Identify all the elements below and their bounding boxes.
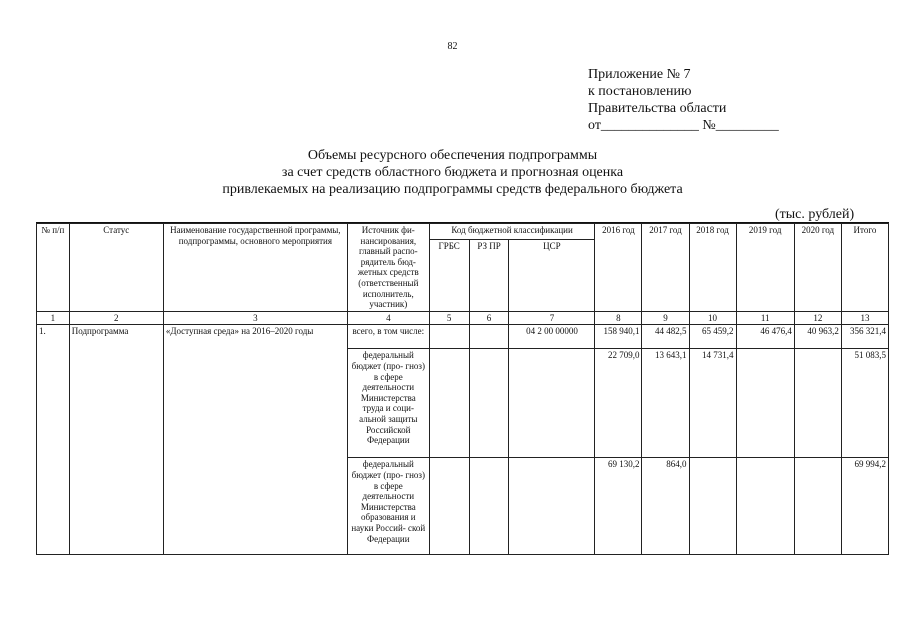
column-number: 4 bbox=[347, 311, 429, 325]
header-row bbox=[37, 224, 889, 240]
page-number: 82 bbox=[447, 41, 458, 52]
value-2017: 44 482,5 bbox=[642, 325, 689, 349]
value-2019 bbox=[736, 458, 794, 555]
rzpr-cell bbox=[469, 349, 509, 458]
header-csr: ЦСР bbox=[509, 239, 595, 311]
value-2018: 65 459,2 bbox=[689, 325, 736, 349]
header-status: Статус bbox=[69, 224, 163, 312]
appendix-line: от______________ №_________ bbox=[588, 118, 779, 133]
csr-cell bbox=[509, 458, 595, 555]
grbs-cell bbox=[429, 325, 469, 349]
csr-cell bbox=[509, 349, 595, 458]
appendix-block bbox=[588, 66, 779, 134]
header-budget-code: Код бюджетной классификации bbox=[429, 224, 595, 240]
column-number: 10 bbox=[689, 311, 736, 325]
appendix-line: Приложение № 7 bbox=[588, 67, 691, 82]
column-number: 11 bbox=[736, 311, 794, 325]
column-number: 8 bbox=[595, 311, 642, 325]
header-2020: 2020 год bbox=[794, 224, 841, 312]
column-number: 5 bbox=[429, 311, 469, 325]
value-2020 bbox=[794, 458, 841, 555]
column-number: 1 bbox=[37, 311, 70, 325]
row-name: «Доступная среда» на 2016–2020 годы bbox=[163, 325, 347, 555]
header-2018: 2018 год bbox=[689, 224, 736, 312]
value-2018 bbox=[689, 458, 736, 555]
column-number: 6 bbox=[469, 311, 509, 325]
header-grbs: ГРБС bbox=[429, 239, 469, 311]
column-number: 12 bbox=[794, 311, 841, 325]
header-2016: 2016 год bbox=[595, 224, 642, 312]
appendix-line: к постановлению bbox=[588, 84, 692, 99]
title-line: Объемы ресурсного обеспечения подпрограммы bbox=[307, 148, 598, 163]
value-2019: 46 476,4 bbox=[736, 325, 794, 349]
row-status: Подпрограмма bbox=[69, 325, 163, 555]
column-number: 7 bbox=[509, 311, 595, 325]
header-total: Итого bbox=[841, 224, 888, 312]
value-2017: 864,0 bbox=[642, 458, 689, 555]
title-line: привлекаемых на реализацию подпрограммы средств федерального бюджета bbox=[222, 182, 683, 197]
column-number-row bbox=[37, 311, 889, 325]
column-number: 9 bbox=[642, 311, 689, 325]
value-2018: 14 731,4 bbox=[689, 349, 736, 458]
appendix-line: Правительства области bbox=[588, 101, 727, 116]
header-name: Наименование государственной программы, подпрограммы, основного мероприятия bbox=[163, 224, 347, 312]
column-number: 13 bbox=[841, 311, 888, 325]
header-num: № п/п bbox=[37, 224, 70, 312]
grbs-cell bbox=[429, 349, 469, 458]
grbs-cell bbox=[429, 458, 469, 555]
header-rzpr: РЗ ПР bbox=[469, 239, 509, 311]
rzpr-cell bbox=[469, 325, 509, 349]
value-2017: 13 643,1 bbox=[642, 349, 689, 458]
header-2017: 2017 год bbox=[642, 224, 689, 312]
source-cell: федеральный бюджет (про- гноз) в сфере деятельности Министерства труда и соци- альной защиты Российской Федерации bbox=[347, 349, 429, 458]
units-label: (тыс. рублей) bbox=[775, 207, 855, 222]
value-total: 51 083,5 bbox=[841, 349, 888, 458]
value-total: 69 994,2 bbox=[841, 458, 888, 555]
value-2020 bbox=[794, 349, 841, 458]
header-source: Источник фи- нансирования, главный распо- рядитель бюд- жетных средств (ответственный исполнитель, участник) bbox=[347, 224, 429, 312]
document-title bbox=[0, 147, 905, 198]
budget-table bbox=[36, 223, 889, 555]
value-2016: 69 130,2 bbox=[595, 458, 642, 555]
column-number: 2 bbox=[69, 311, 163, 325]
column-number: 3 bbox=[163, 311, 347, 325]
value-2020: 40 963,2 bbox=[794, 325, 841, 349]
value-2016: 158 940,1 bbox=[595, 325, 642, 349]
value-2016: 22 709,0 bbox=[595, 349, 642, 458]
csr-cell: 04 2 00 00000 bbox=[509, 325, 595, 349]
value-total: 356 321,4 bbox=[841, 325, 888, 349]
source-cell: федеральный бюджет (про- гноз) в сфере деятельности Министерства образования и науки Россий- ской Федерации bbox=[347, 458, 429, 555]
table-row bbox=[37, 325, 889, 349]
title-line: за счет средств областного бюджета и прогнозная оценка bbox=[281, 165, 624, 180]
source-cell: всего, в том числе: bbox=[347, 325, 429, 349]
row-num: 1. bbox=[37, 325, 70, 555]
header-2019: 2019 год bbox=[736, 224, 794, 312]
value-2019 bbox=[736, 349, 794, 458]
rzpr-cell bbox=[469, 458, 509, 555]
